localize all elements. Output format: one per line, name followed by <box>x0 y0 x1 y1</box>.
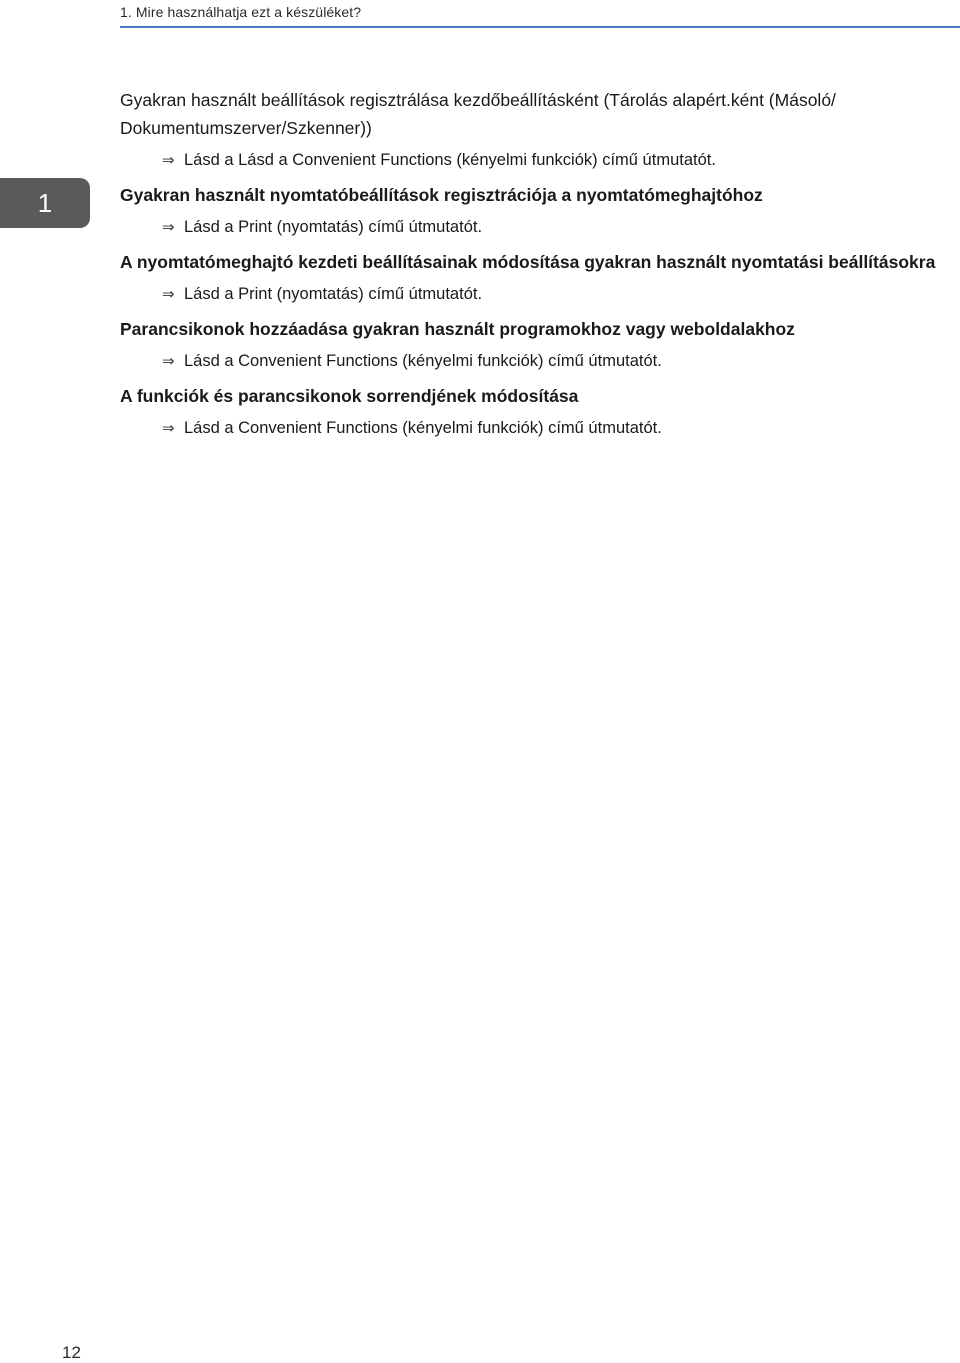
reference-line <box>162 416 940 441</box>
list-item <box>120 315 940 374</box>
reference-line <box>162 215 940 240</box>
item-title: A nyomtatómeghajtó kezdeti beállításainak módosítása gyakran használt nyomtatási beállításokra <box>120 252 936 272</box>
page-number: 12 <box>62 1343 81 1362</box>
arrow-icon: ⇒ <box>162 152 175 169</box>
main-content <box>120 86 940 449</box>
item-title: Gyakran használt nyomtatóbeállítások regisztrációja a nyomtatómeghajtóhoz <box>120 185 763 205</box>
reference-text: Lásd a Convenient Functions (kényelmi funkciók) című útmutatót. <box>184 352 662 370</box>
arrow-icon: ⇒ <box>162 219 175 236</box>
arrow-icon: ⇒ <box>162 286 175 303</box>
list-item <box>120 248 940 307</box>
reference-text: Lásd a Convenient Functions (kényelmi funkciók) című útmutatót. <box>184 419 662 437</box>
arrow-icon: ⇒ <box>162 420 175 437</box>
header-rule <box>120 26 960 28</box>
reference-text: Lásd a Print (nyomtatás) című útmutatót. <box>184 285 483 303</box>
arrow-icon: ⇒ <box>162 353 175 370</box>
running-header: 1. Mire használhatja ezt a készüléket? <box>120 4 362 20</box>
item-title: Gyakran használt beállítások regisztrálása kezdőbeállításként (Tárolás alapért.ként (Másoló/ Dokumentumszerver/Szkenner)) <box>120 90 836 138</box>
list-item <box>120 382 940 441</box>
list-item <box>120 181 940 240</box>
reference-text: Lásd a Print (nyomtatás) című útmutatót. <box>184 218 483 236</box>
item-title: Parancsikonok hozzáadása gyakran használt programokhoz vagy weboldalakhoz <box>120 319 795 339</box>
reference-text: Lásd a Lásd a Convenient Functions (kényelmi funkciók) című útmutatót. <box>184 151 716 169</box>
list-item <box>120 86 940 173</box>
item-title: A funkciók és parancsikonok sorrendjének módosítása <box>120 386 579 406</box>
chapter-tab-number: 1 <box>37 187 53 218</box>
reference-line <box>162 148 940 173</box>
chapter-tab <box>0 178 90 228</box>
reference-line <box>162 349 940 374</box>
reference-line <box>162 282 940 307</box>
